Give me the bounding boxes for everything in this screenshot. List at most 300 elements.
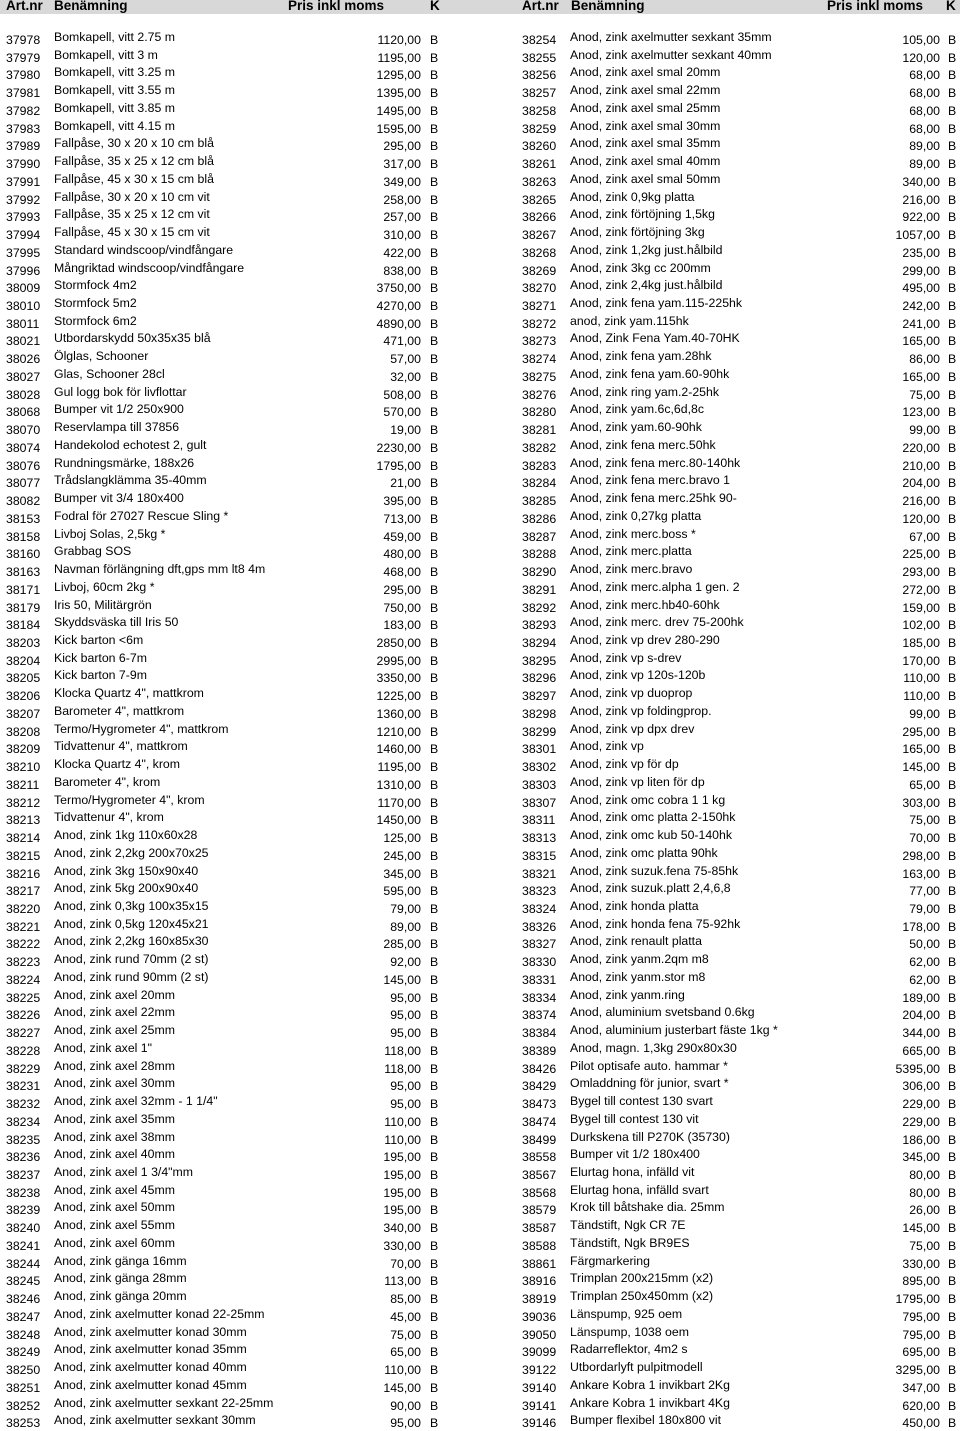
item-code: B <box>430 86 439 101</box>
item-name: Anod, zink axel 28mm <box>54 1058 175 1073</box>
article-number: 38255 <box>522 50 557 65</box>
article-number: 38297 <box>522 689 557 704</box>
table-row <box>522 775 958 793</box>
article-number: 38027 <box>6 369 41 384</box>
table-row <box>522 473 958 491</box>
item-price: 295,00 <box>383 139 421 154</box>
table-row <box>522 491 958 509</box>
article-number: 38291 <box>522 582 557 597</box>
item-price: 2850,00 <box>376 635 421 650</box>
article-number: 39146 <box>522 1416 557 1431</box>
left-price-column <box>6 30 446 1431</box>
article-number: 38211 <box>6 777 40 792</box>
table-row <box>6 473 446 491</box>
table-row <box>6 190 446 208</box>
table-row <box>522 261 958 279</box>
table-row <box>522 1094 958 1112</box>
article-number: 38240 <box>6 1221 41 1236</box>
item-name: Anod, zink 1,2kg just.hålbild <box>570 242 723 257</box>
header-artnr-left: Art.nr <box>6 0 43 13</box>
table-row <box>522 243 958 261</box>
item-name: Anod, zink fena yam.28hk <box>570 349 712 364</box>
item-code: B <box>430 1008 439 1023</box>
item-code: B <box>430 618 439 633</box>
right-price-column <box>522 30 958 1431</box>
item-price: 395,00 <box>383 494 421 509</box>
article-number: 38249 <box>6 1345 41 1360</box>
table-row <box>522 686 958 704</box>
item-name: Anod, zink axel smal 20mm <box>570 65 721 80</box>
item-name: Fallpåse, 35 x 25 x 12 cm blå <box>54 154 214 169</box>
item-price: 89,00 <box>909 139 940 154</box>
item-code: B <box>430 352 439 367</box>
item-name: Fallpåse, 45 x 30 x 15 cm blå <box>54 171 214 186</box>
item-code: B <box>430 547 439 562</box>
item-price: 5395,00 <box>895 1061 940 1076</box>
item-price: 330,00 <box>902 1256 940 1271</box>
item-code: B <box>430 653 439 668</box>
item-price: 68,00 <box>909 121 940 136</box>
table-row <box>6 739 446 757</box>
table-row <box>522 1254 958 1272</box>
table-row <box>522 101 958 119</box>
item-code: B <box>948 724 957 739</box>
item-code: B <box>430 1309 439 1324</box>
item-name: Anod, zink axel 40mm <box>54 1147 175 1162</box>
item-price: 508,00 <box>383 387 421 402</box>
article-number: 38184 <box>6 618 41 633</box>
table-row <box>522 1076 958 1094</box>
article-number: 38311 <box>522 813 556 828</box>
article-number: 38587 <box>522 1221 557 1236</box>
item-code: B <box>430 1114 439 1129</box>
item-name: Handekolod echotest 2, gult <box>54 437 207 452</box>
table-row <box>6 278 446 296</box>
item-code: B <box>948 192 957 207</box>
item-code: B <box>948 529 957 544</box>
table-row <box>6 651 446 669</box>
item-code: B <box>948 263 957 278</box>
item-code: B <box>430 671 439 686</box>
item-code: B <box>948 1416 957 1431</box>
table-row <box>6 1396 446 1414</box>
article-number: 38263 <box>522 174 557 189</box>
item-name: Länspump, 1038 oem <box>570 1324 689 1339</box>
table-row <box>6 65 446 83</box>
item-code: B <box>948 245 957 260</box>
item-name: Utbordarlyft pulpitmodell <box>570 1360 703 1375</box>
article-number: 37983 <box>6 121 41 136</box>
table-row <box>6 331 446 349</box>
item-name: Färgmarkering <box>570 1253 650 1268</box>
article-number: 38227 <box>6 1026 41 1041</box>
table-header <box>0 0 960 14</box>
item-code: B <box>430 103 439 118</box>
table-row <box>522 1236 958 1254</box>
article-number: 38010 <box>6 299 41 314</box>
article-number: 38567 <box>522 1168 557 1182</box>
article-number: 38919 <box>522 1292 557 1307</box>
article-number: 38163 <box>6 565 41 580</box>
header-name-right: Benämning <box>571 0 645 13</box>
table-row <box>522 704 958 722</box>
item-code: B <box>430 831 439 846</box>
table-row <box>522 1307 958 1325</box>
item-price: 3350,00 <box>376 671 421 686</box>
article-number: 38212 <box>6 795 41 810</box>
item-price: 895,00 <box>902 1274 940 1289</box>
table-row <box>522 278 958 296</box>
item-price: 245,00 <box>383 848 421 863</box>
item-price: 95,00 <box>390 1416 421 1431</box>
item-price: 75,00 <box>909 1238 940 1253</box>
item-name: Kick barton 7-9m <box>54 668 147 683</box>
article-number: 39036 <box>522 1309 557 1324</box>
article-number: 38294 <box>522 635 557 650</box>
item-price: 19,00 <box>390 423 421 438</box>
table-row <box>522 1183 958 1201</box>
article-number: 38026 <box>6 352 41 367</box>
item-code: B <box>430 1132 439 1147</box>
article-number: 38257 <box>522 86 557 101</box>
item-price: 80,00 <box>909 1168 940 1182</box>
table-row <box>6 1005 446 1023</box>
item-price: 113,00 <box>384 1274 421 1289</box>
table-row <box>522 331 958 349</box>
item-price: 258,00 <box>383 192 421 207</box>
article-number: 38473 <box>522 1097 557 1112</box>
item-name: Tidvattenur 4", krom <box>54 810 164 825</box>
item-code: B <box>948 1061 957 1076</box>
item-name: Mångriktad windscoop/vindfångare <box>54 260 245 275</box>
table-row <box>6 704 446 722</box>
table-row <box>6 544 446 562</box>
header-price-left: Pris inkl moms <box>288 0 385 13</box>
item-code: B <box>430 121 439 136</box>
article-number: 38384 <box>522 1026 557 1041</box>
table-row <box>522 1413 958 1431</box>
item-name: Anod, zink 2,2kg 200x70x25 <box>54 845 209 860</box>
item-price: 1495,00 <box>376 103 421 118</box>
item-name: Anod, zink axel 1 3/4"mm <box>54 1165 194 1179</box>
item-name: Anod, zink fena merc.80-140hk <box>570 455 741 470</box>
item-code: B <box>430 1345 439 1360</box>
item-code: B <box>948 1132 957 1147</box>
item-code: B <box>430 1363 439 1378</box>
article-number: 38224 <box>6 972 41 987</box>
item-name: Anod, zink yanm.ring <box>570 987 685 1002</box>
table-row <box>6 1200 446 1218</box>
item-name: Anod, zink 0,3kg 100x35x15 <box>54 898 209 913</box>
article-number: 38334 <box>522 990 557 1005</box>
item-code: B <box>948 547 957 562</box>
item-code: B <box>430 848 439 863</box>
table-row <box>6 970 446 988</box>
article-number: 38179 <box>6 600 41 615</box>
item-price: 189,00 <box>902 990 940 1005</box>
header-price-right: Pris inkl moms <box>827 0 924 13</box>
table-row <box>6 828 446 846</box>
item-name: Anod, zink axelmutter konad 30mm <box>54 1324 247 1339</box>
item-code: B <box>430 1292 439 1307</box>
article-number: 38009 <box>6 281 41 296</box>
item-price: 1450,00 <box>376 813 421 828</box>
item-name: Bygel till contest 130 vit <box>570 1111 699 1126</box>
item-code: B <box>948 565 957 580</box>
table-row <box>6 1325 446 1343</box>
item-price: 95,00 <box>390 1026 421 1041</box>
table-row <box>6 580 446 598</box>
item-price: 105,00 <box>902 33 940 47</box>
item-name: Anod, zink merc.hb40-60hk <box>570 597 720 612</box>
item-price: 145,00 <box>383 1380 421 1395</box>
item-price: 165,00 <box>902 369 940 384</box>
article-number: 38287 <box>522 529 557 544</box>
item-price: 450,00 <box>902 1416 940 1431</box>
item-name: Anod, aluminium justerbart fäste 1kg * <box>570 1023 778 1038</box>
item-price: 1795,00 <box>895 1292 940 1307</box>
item-code: B <box>430 1043 439 1058</box>
article-number: 37978 <box>6 33 41 47</box>
item-name: Bumper vit 3/4 180x400 <box>54 491 184 506</box>
table-row <box>6 668 446 686</box>
item-name: Trimplan 200x215mm (x2) <box>570 1271 714 1286</box>
item-name: Anod, zink axel 60mm <box>54 1235 175 1250</box>
item-price: 80,00 <box>909 1185 940 1200</box>
table-row <box>6 562 446 580</box>
article-number: 38070 <box>6 423 41 438</box>
item-code: B <box>430 440 439 455</box>
table-row <box>6 172 446 190</box>
article-number: 38215 <box>6 848 41 863</box>
article-number: 39050 <box>522 1327 557 1342</box>
item-code: B <box>430 369 439 384</box>
item-name: Anod, zink vp liten för dp <box>570 774 705 789</box>
item-price: 70,00 <box>909 831 940 846</box>
item-code: B <box>948 369 957 384</box>
item-price: 185,00 <box>902 635 940 650</box>
table-row <box>522 349 958 367</box>
table-row <box>6 615 446 633</box>
table-row <box>6 491 446 509</box>
item-price: 299,00 <box>902 263 940 278</box>
article-number: 38272 <box>522 316 557 331</box>
item-price: 295,00 <box>902 724 940 739</box>
item-code: B <box>948 1043 957 1058</box>
article-number: 37980 <box>6 68 41 83</box>
table-row <box>6 881 446 899</box>
item-price: 85,00 <box>390 1292 421 1307</box>
item-price: 344,00 <box>902 1026 940 1041</box>
item-price: 99,00 <box>909 423 940 438</box>
item-code: B <box>948 1398 957 1413</box>
table-row <box>522 757 958 775</box>
item-price: 750,00 <box>383 600 421 615</box>
item-price: 471,00 <box>383 334 421 349</box>
article-number: 38323 <box>522 884 557 899</box>
item-price: 3750,00 <box>376 281 421 296</box>
item-code: B <box>948 990 957 1005</box>
item-price: 1310,00 <box>376 777 421 792</box>
item-code: B <box>948 299 957 314</box>
table-row <box>522 207 958 225</box>
item-price: 120,00 <box>902 50 940 65</box>
article-number: 38274 <box>522 352 557 367</box>
article-number: 38273 <box>522 334 557 349</box>
item-code: B <box>430 387 439 402</box>
item-code: B <box>948 742 957 757</box>
table-row <box>6 1413 446 1431</box>
table-row <box>522 1059 958 1077</box>
table-row <box>522 30 958 48</box>
item-price: 216,00 <box>902 494 940 509</box>
article-number: 38295 <box>522 653 557 668</box>
table-row <box>522 1218 958 1236</box>
item-price: 570,00 <box>383 405 421 420</box>
item-name: Anod, zink vp för dp <box>570 757 679 772</box>
item-code: B <box>948 476 957 491</box>
item-code: B <box>948 866 957 881</box>
item-price: 68,00 <box>909 103 940 118</box>
item-name: Anod, zink yam.60-90hk <box>570 420 702 435</box>
item-name: Anod, zink suzuk.platt 2,4,6,8 <box>570 881 731 896</box>
item-price: 257,00 <box>383 210 421 225</box>
item-name: Anod, zink renault platta <box>570 934 702 949</box>
item-price: 422,00 <box>383 245 421 260</box>
table-row <box>522 899 958 917</box>
table-row <box>522 1023 958 1041</box>
item-price: 95,00 <box>390 1079 421 1094</box>
table-row <box>6 899 446 917</box>
table-row <box>6 261 446 279</box>
item-name: Anod, zink rund 70mm (2 st) <box>54 952 209 967</box>
item-code: B <box>430 68 439 83</box>
item-name: Anod, zink fena yam.115-225hk <box>570 296 743 311</box>
item-name: Anod, zink axel 55mm <box>54 1218 175 1233</box>
article-number: 38214 <box>6 831 41 846</box>
article-number: 38307 <box>522 795 557 810</box>
item-name: Anod, zink omc cobra 1 1 kg <box>570 792 726 807</box>
article-number: 38292 <box>522 600 557 615</box>
item-price: 145,00 <box>902 1221 940 1236</box>
item-name: Anod, zink vp s-drev <box>570 650 682 665</box>
article-number: 38021 <box>6 334 41 349</box>
item-price: 186,00 <box>902 1132 940 1147</box>
item-price: 1795,00 <box>376 458 421 473</box>
table-row <box>6 598 446 616</box>
item-price: 110,00 <box>384 1114 421 1129</box>
article-number: 37992 <box>6 192 41 207</box>
article-number: 38275 <box>522 369 557 384</box>
item-name: Skyddsväska till Iris 50 <box>54 615 179 630</box>
article-number: 38298 <box>522 706 557 721</box>
item-code: B <box>430 1203 439 1218</box>
item-name: Elurtag hona, infälld vit <box>570 1165 695 1179</box>
item-price: 1295,00 <box>376 68 421 83</box>
item-code: B <box>948 600 957 615</box>
article-number: 37991 <box>6 174 41 189</box>
table-row <box>522 668 958 686</box>
item-code: B <box>430 1168 439 1182</box>
table-row <box>522 1147 958 1165</box>
article-number: 38082 <box>6 494 41 509</box>
item-code: B <box>948 955 957 970</box>
item-code: B <box>948 706 957 721</box>
item-price: 77,00 <box>909 884 940 899</box>
article-number: 38076 <box>6 458 41 473</box>
table-row <box>522 544 958 562</box>
table-row <box>6 1094 446 1112</box>
item-code: B <box>948 1026 957 1041</box>
article-number: 37979 <box>6 50 41 65</box>
table-row <box>6 83 446 101</box>
table-row <box>6 775 446 793</box>
item-code: B <box>948 50 957 65</box>
article-number: 38205 <box>6 671 41 686</box>
article-number: 38268 <box>522 245 557 260</box>
item-code: B <box>430 724 439 739</box>
item-name: Anod, zink vp dpx drev <box>570 721 695 736</box>
item-name: Termo/Hygrometer 4", krom <box>54 792 205 807</box>
item-name: Livboj Solas, 2,5kg * <box>54 526 166 541</box>
table-row <box>522 598 958 616</box>
item-code: B <box>430 1380 439 1395</box>
table-row <box>6 1218 446 1236</box>
article-number: 37994 <box>6 228 41 243</box>
item-code: B <box>948 1008 957 1023</box>
article-number: 37982 <box>6 103 41 118</box>
article-number: 38171 <box>6 582 41 597</box>
item-code: B <box>948 1203 957 1218</box>
item-name: Anod, zink 3kg cc 200mm <box>570 260 711 275</box>
item-code: B <box>430 405 439 420</box>
item-price: 110,00 <box>384 1132 421 1147</box>
item-price: 1195,00 <box>377 50 421 65</box>
article-number: 38284 <box>522 476 557 491</box>
item-code: B <box>948 884 957 899</box>
item-code: B <box>430 706 439 721</box>
item-price: 165,00 <box>902 334 940 349</box>
table-row <box>6 509 446 527</box>
item-name: Anod, zink vp foldingprop. <box>570 703 712 718</box>
item-name: Tidvattenur 4", mattkrom <box>54 739 188 754</box>
item-code: B <box>430 582 439 597</box>
item-price: 922,00 <box>902 210 940 225</box>
article-number: 38258 <box>522 103 557 118</box>
table-row <box>6 1041 446 1059</box>
article-number: 38226 <box>6 1008 41 1023</box>
item-price: 665,00 <box>902 1043 940 1058</box>
item-name: Anod, zink axel 38mm <box>54 1129 175 1144</box>
item-price: 95,00 <box>390 1008 421 1023</box>
item-name: Kick barton 6-7m <box>54 650 147 665</box>
article-number: 38077 <box>6 476 41 491</box>
article-number: 38916 <box>522 1274 557 1289</box>
item-name: Tändstift, Ngk CR 7E <box>570 1218 686 1233</box>
item-code: B <box>948 316 957 331</box>
header-k-left: K <box>430 0 440 13</box>
item-code: B <box>430 1274 439 1289</box>
header-name-left: Benämning <box>54 0 128 13</box>
article-number: 38861 <box>522 1256 557 1271</box>
item-name: Iris 50, Militärgrön <box>54 597 152 612</box>
table-row <box>522 651 958 669</box>
item-price: 99,00 <box>909 706 940 721</box>
item-name: Ankare Kobra 1 invikbart 2Kg <box>570 1377 730 1392</box>
table-row <box>522 225 958 243</box>
article-number: 38229 <box>6 1061 41 1076</box>
item-name: Anod, zink axelmutter konad 40mm <box>54 1360 247 1375</box>
